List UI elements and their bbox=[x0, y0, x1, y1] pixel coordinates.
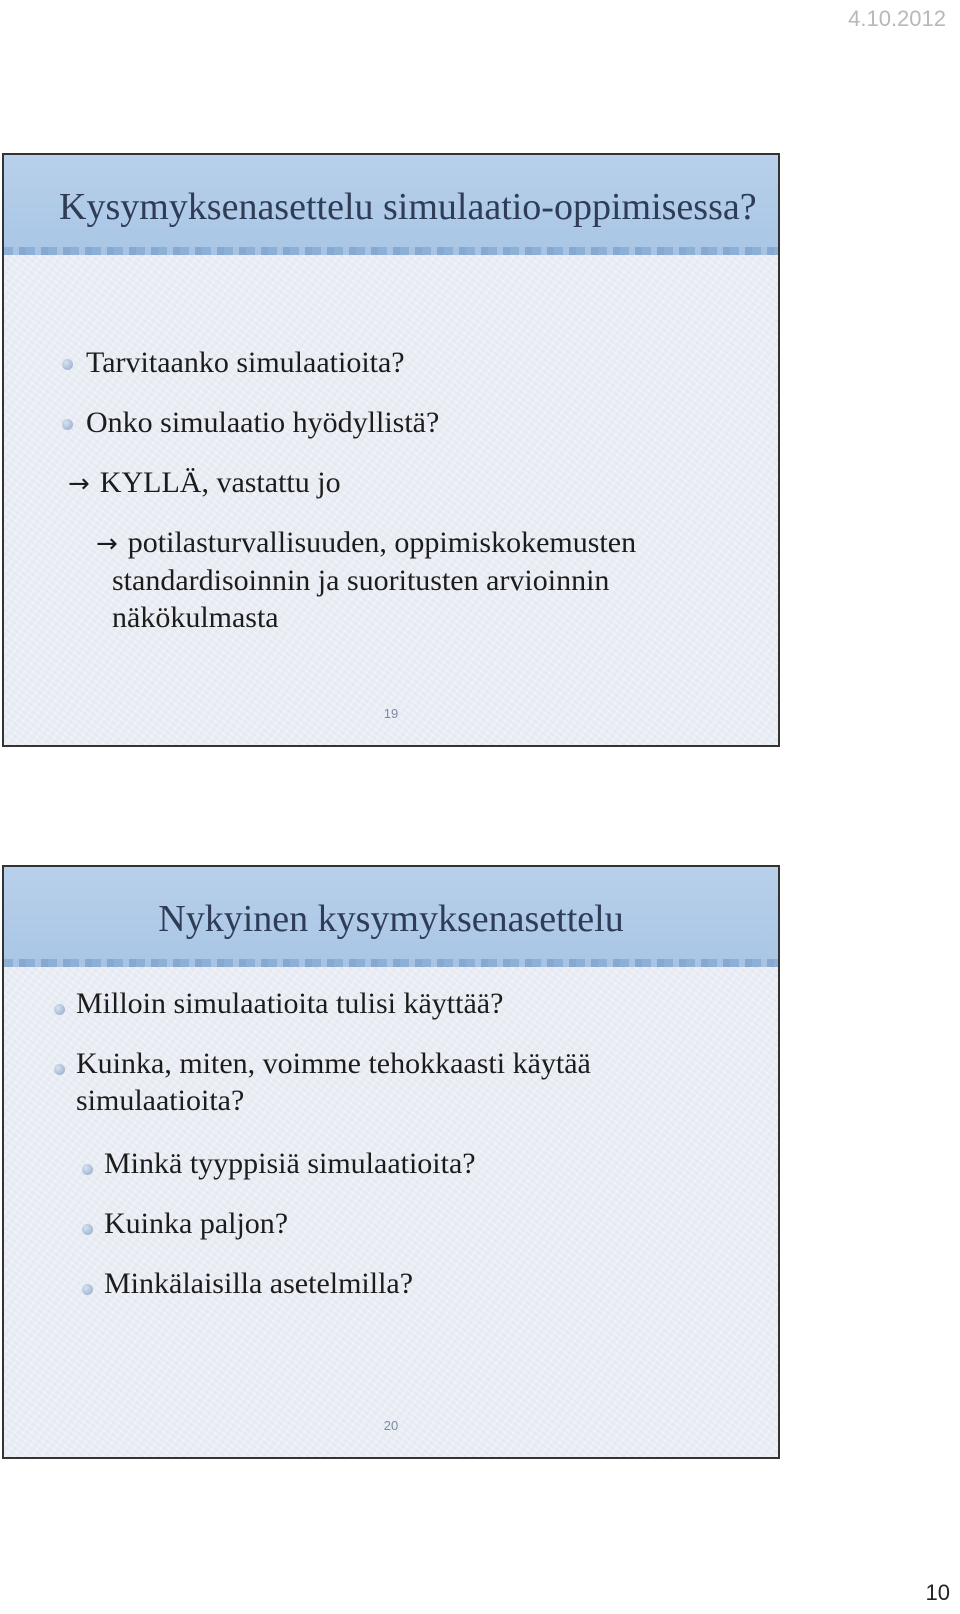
sub-bullet-text: Minkä tyyppisiä simulaatioita? bbox=[104, 1147, 476, 1180]
slide-number: 19 bbox=[383, 706, 399, 721]
slide-title: Nykyinen kysymyksenasettelu bbox=[158, 898, 624, 940]
bullet-icon bbox=[82, 1224, 93, 1235]
arrow-line bbox=[68, 464, 341, 503]
bullet-icon bbox=[82, 1284, 93, 1295]
bullet-icon bbox=[54, 1064, 65, 1075]
slide-number: 20 bbox=[383, 1418, 399, 1433]
arrow-right-icon: → bbox=[96, 529, 118, 559]
arrow-line-text: KYLLÄ, vastattu jo bbox=[99, 466, 341, 499]
sub-arrow-continuation: standardisoinnin ja suoritusten arvioinnin bbox=[112, 564, 610, 597]
slide-title: Kysymyksenasettelu simulaatio-oppimisessa? bbox=[59, 186, 757, 228]
slide-20 bbox=[2, 865, 780, 1459]
bullet-text: Onko simulaatio hyödyllistä? bbox=[86, 406, 440, 439]
slide-19 bbox=[2, 153, 780, 747]
page-date: 4.10.2012 bbox=[848, 6, 946, 31]
sub-bullet-text: Kuinka paljon? bbox=[104, 1207, 289, 1240]
arrow-right-icon: → bbox=[68, 469, 90, 499]
sub-arrow-continuation: näkökulmasta bbox=[112, 601, 279, 634]
sub-bullet-text: Minkälaisilla asetelmilla? bbox=[104, 1267, 414, 1300]
sub-arrow-line bbox=[96, 524, 636, 563]
bullet-text: Tarvitaanko simulaatioita? bbox=[86, 346, 405, 379]
sub-arrow-text: potilasturvallisuuden, oppimiskokemusten bbox=[127, 526, 637, 559]
bullet-icon bbox=[62, 419, 73, 430]
bullet-icon bbox=[82, 1164, 93, 1175]
page-number: 10 bbox=[925, 1580, 950, 1605]
bullet-icon bbox=[54, 1004, 65, 1015]
bullet-continuation: simulaatioita? bbox=[76, 1084, 245, 1117]
bullet-text: Milloin simulaatioita tulisi käyttää? bbox=[76, 987, 504, 1020]
bullet-text: Kuinka, miten, voimme tehokkaasti käytää bbox=[76, 1047, 591, 1080]
bullet-icon bbox=[62, 359, 73, 370]
